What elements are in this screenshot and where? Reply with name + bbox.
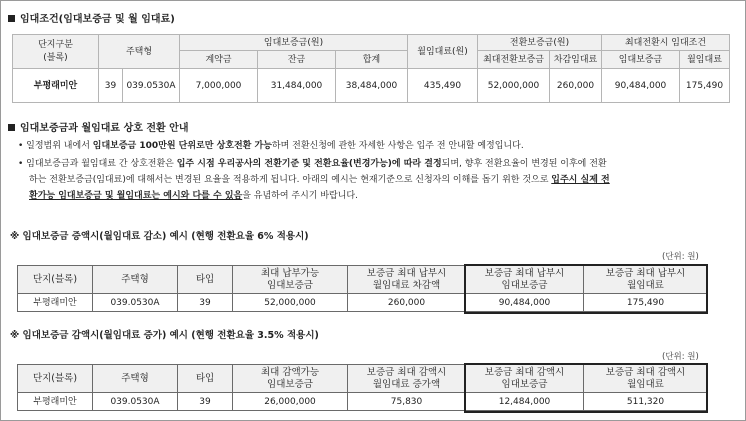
cell-rent-deduction: 260,000 <box>550 69 602 103</box>
bullet2-text-a: 임대보증금과 월임대료 간 상호전환은 <box>26 159 177 169</box>
dec-cell-5: 12,484,000 <box>466 393 584 411</box>
inc-th-0: 단지(블록) <box>18 266 93 294</box>
cell-balance: 31,484,000 <box>258 69 336 103</box>
cell-total: 38,484,000 <box>336 69 408 103</box>
th-max-group: 최대전환시 임대조건 <box>602 35 730 51</box>
bullet2-bold: 입주 시점 우리공사의 전환기준 및 전환요율(변경가능)에 따라 결정 <box>176 159 442 169</box>
dec-th-1: 주택형 <box>93 365 178 393</box>
th-deposit-group: 임대보증금(원) <box>180 35 408 51</box>
lease-conditions-table <box>12 34 730 103</box>
section2-heading <box>8 119 189 134</box>
dec-th-5: 보증금 최대 감액시 임대보증금 <box>466 365 584 393</box>
bullet-2 <box>18 156 730 204</box>
inc-cell-0: 부평래미안 <box>18 294 93 312</box>
cell-complex: 부평래미안 <box>13 69 99 103</box>
dec-cell-1: 039.0530A <box>93 393 178 411</box>
inc-cell-2: 39 <box>178 294 233 312</box>
dec-cell-2: 39 <box>178 393 233 411</box>
example-decrease-unit: (단위: 원) <box>662 352 699 362</box>
dec-th-6: 보증금 최대 감액시 월임대료 <box>584 365 708 393</box>
bullet-dot: • <box>18 141 27 151</box>
th-lease-deposit: 임대보증금 <box>602 51 680 69</box>
dec-th-0: 단지(블록) <box>18 365 93 393</box>
dec-cell-3: 26,000,000 <box>233 393 348 411</box>
th-monthly-rent2: 월임대료 <box>680 51 730 69</box>
section2-title: 임대보증금과 월임대료 상호 전환 안내 <box>20 123 189 134</box>
bullet-1 <box>18 138 730 154</box>
cell-type-no: 39 <box>99 69 123 103</box>
th-total: 합계 <box>336 51 408 69</box>
dec-th-2: 타입 <box>178 365 233 393</box>
bullet2-underline-b: 환가능 임대보증금 및 월임대료는 예시와 다를 수 있음 <box>29 191 243 201</box>
th-max-convert-deposit: 최대전환보증금 <box>478 51 550 69</box>
example-increase-unit: (단위: 원) <box>662 252 699 262</box>
inc-th-6: 보증금 최대 납부시 월임대료 <box>584 266 708 294</box>
bullet2-text-c: 하는 전환보증금(임대료)에 대해서는 변경된 요율을 적용하게 됩니다. 아래의 예시는 현재기준으로 신청자의 이해를 돕기 위한 것으로 <box>29 175 552 185</box>
cell-max-convert-deposit: 52,000,000 <box>478 69 550 103</box>
section1-heading <box>8 10 175 25</box>
bullet2-text-b: 되며, 향후 전환요율이 변경된 이후에 전환 <box>441 159 607 169</box>
cell-monthly-rent: 435,490 <box>408 69 478 103</box>
bullet1-bold: 임대보증금 100만원 단위로만 상호전환 가능 <box>92 141 272 151</box>
cell-contract: 7,000,000 <box>180 69 258 103</box>
bullet2-text-d: 을 유념하여 주시기 바랍니다. <box>242 191 358 201</box>
bullet1-text-a: 일정범위 내에서 <box>26 141 93 151</box>
cell-type-code: 039.0530A <box>123 69 180 103</box>
cell-monthly-rent2: 175,490 <box>680 69 730 103</box>
dec-cell-6: 511,320 <box>584 393 708 411</box>
increase-example-table <box>17 265 708 312</box>
th-convert-group: 전환보증금(원) <box>478 35 602 51</box>
example-increase-title: ※ 임대보증금 증액시(월임대료 감소) 예시 (현행 전환요율 6% 적용시) <box>10 231 309 242</box>
bullet-dot: • <box>18 159 27 169</box>
th-complex: 단지구분 (블록) <box>13 35 99 69</box>
inc-th-4: 보증금 최대 납부시 월임대료 차감액 <box>348 266 466 294</box>
inc-th-2: 타입 <box>178 266 233 294</box>
th-balance: 잔금 <box>258 51 336 69</box>
th-housing-type: 주택형 <box>99 35 180 69</box>
inc-th-5: 보증금 최대 납부시 임대보증금 <box>466 266 584 294</box>
th-monthly-rent: 월임대료(원) <box>408 35 478 69</box>
dec-cell-0: 부평래미안 <box>18 393 93 411</box>
square-bullet-icon <box>8 15 15 22</box>
inc-cell-4: 260,000 <box>348 294 466 312</box>
dec-th-3: 최대 감액가능 임대보증금 <box>233 365 348 393</box>
dec-cell-4: 75,830 <box>348 393 466 411</box>
square-bullet-icon <box>8 124 15 131</box>
inc-cell-3: 52,000,000 <box>233 294 348 312</box>
inc-cell-1: 039.0530A <box>93 294 178 312</box>
inc-th-1: 주택형 <box>93 266 178 294</box>
inc-th-3: 최대 납부가능 임대보증금 <box>233 266 348 294</box>
bullet1-text-b: 하며 전환신청에 관한 자세한 사항은 입주 전 안내할 예정입니다. <box>271 141 524 151</box>
section1-title: 임대조건(임대보증금 및 월 임대료) <box>20 14 175 25</box>
cell-lease-deposit: 90,484,000 <box>602 69 680 103</box>
th-rent-deduction: 차감임대료 <box>550 51 602 69</box>
example-decrease-title: ※ 임대보증금 감액시(월임대료 증가) 예시 (현행 전환요율 3.5% 적용시) <box>10 330 319 341</box>
bullet2-underline-a: 입주시 실제 전 <box>551 175 610 185</box>
th-contract: 계약금 <box>180 51 258 69</box>
inc-cell-6: 175,490 <box>584 294 708 312</box>
dec-th-4: 보증금 최대 감액시 월임대료 증가액 <box>348 365 466 393</box>
inc-cell-5: 90,484,000 <box>466 294 584 312</box>
decrease-example-table <box>17 364 708 411</box>
